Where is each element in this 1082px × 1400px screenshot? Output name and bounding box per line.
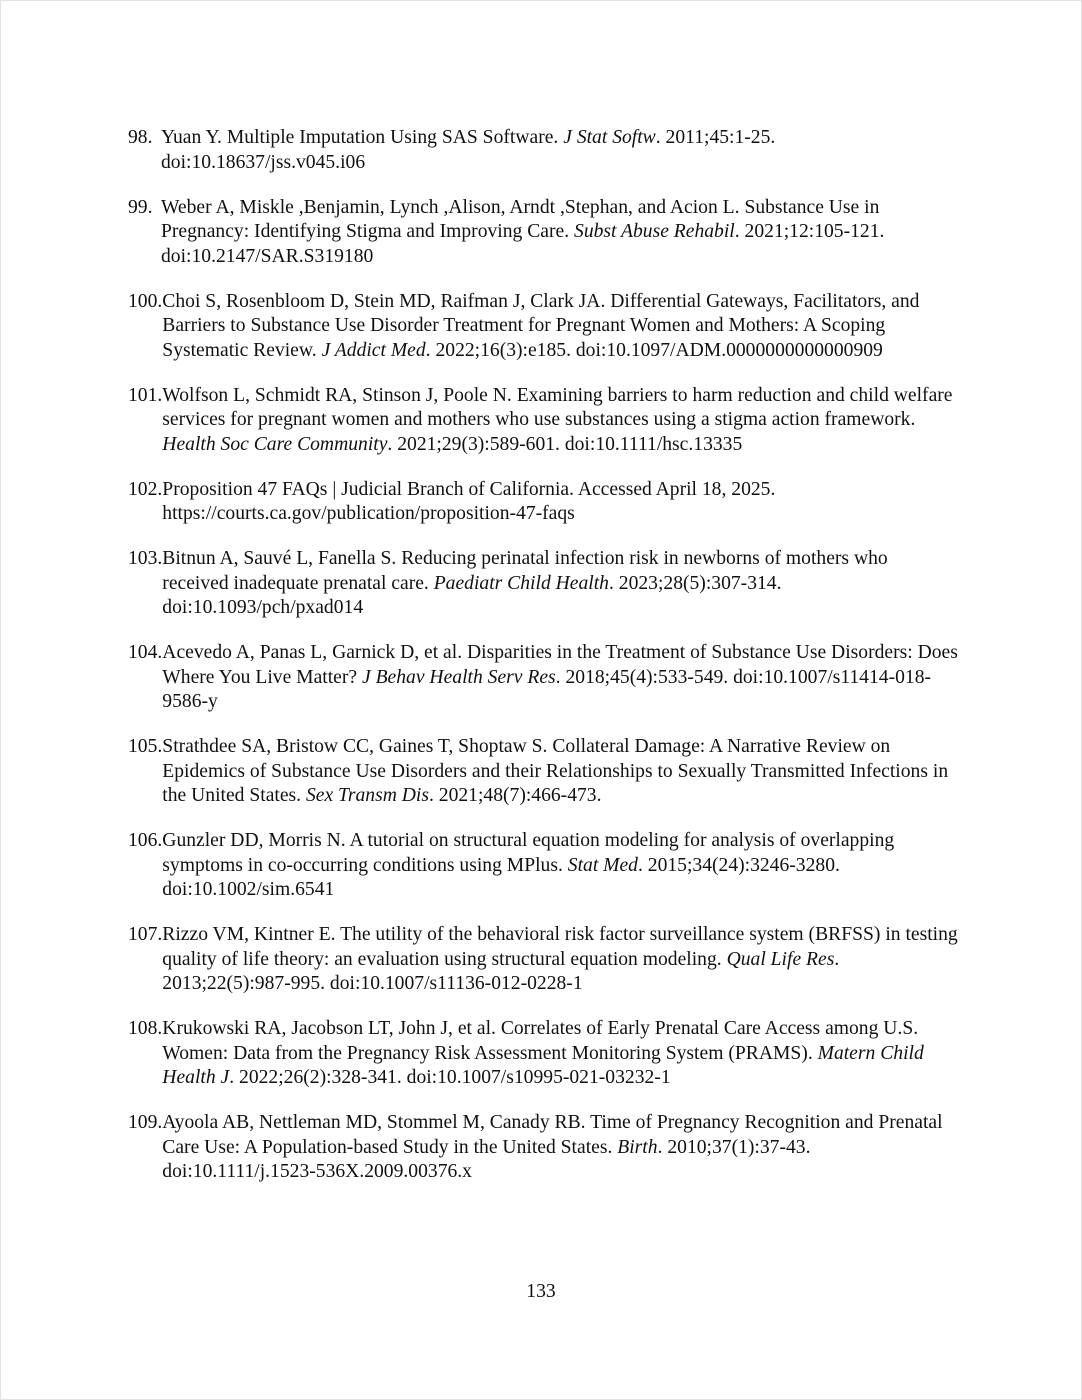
reference-number: 100. [128,290,163,312]
reference-details: . 2021;29(3):589-601. doi:10.1111/hsc.13335 [387,433,743,455]
reference-number: 98. [128,127,153,148]
reference-text [162,923,958,997]
page-number: 133 [526,1281,556,1302]
journal-title: Matern Child Health J [162,1042,924,1088]
journal-title: Sex Transm Dis [305,785,429,806]
reference-body: Strathdee SA, Bristow CC, Gaines T, Shoptaw S. Collateral Damage: A Narrative Review on Epidemics of Substance Use Disorders and their Relationships to Sexually Transmitted Infections in the United States. [162,736,949,806]
reference-details: . 2013;22(5):987-995. doi:10.1007/s11136-012-0228-1 [162,948,840,994]
journal-title: J Stat Softw [563,127,656,148]
reference-body: Proposition 47 FAQs | Judicial Branch of California. Accessed April 18, 2025. https://courts.ca.gov/publication/proposition-47-faqs [162,478,776,524]
reference-details: . 2010;37(1):37-43. doi:10.1111/j.1523-536X.2009.00376.x [162,1136,811,1182]
reference-details: . 2021;12:105-121. doi:10.2147/SAR.S319180 [161,221,885,267]
reference-text [162,290,958,364]
reference-details: . 2015;34(24):3246-3280. doi:10.1002/sim.6541 [162,854,840,900]
reference-item [128,923,958,997]
reference-body: Ayoola AB, Nettleman MD, Stommel M, Canady RB. Time of Pregnancy Recognition and Prenatal Care Use: A Population-based Study in the United States. [162,1112,943,1158]
reference-body: Acevedo A, Panas L, Garnick D, et al. Disparities in the Treatment of Substance Use Disorders: Does Where You Live Matter? [162,642,958,688]
reference-body: Krukowski RA, Jacobson LT, John J, et al. Correlates of Early Prenatal Care Access among U.S. Women: Data from the Pregnancy Risk Assessment Monitoring System (PRAMS). [162,1018,919,1064]
reference-item [128,290,958,364]
reference-details: . 2011;45:1-25. doi:10.18637/jss.v045.i06 [161,127,776,173]
reference-body: Rizzo VM, Kintner E. The utility of the behavioral risk factor surveillance system (BRFSS) in testing quality of life theory: an evaluation using structural equation modeling. [162,924,958,970]
reference-body: Choi S, Rosenbloom D, Stein MD, Raifman J, Clark JA. Differential Gateways, Facilitators, and Barriers to Substance Use Disorder Treatment for Pregnant Women and Mothers: A Scoping Systematic Review. [162,290,920,361]
reference-text [162,1017,958,1091]
reference-body: Yuan Y. Multiple Imputation Using SAS Software. [161,127,564,148]
reference-number: 109. [128,1112,163,1133]
journal-title: Birth [617,1136,658,1158]
reference-item [128,126,958,175]
reference-details: . 2018;45(4):533-549. doi:10.1007/s11414-018-9586-y [162,666,932,712]
reference-body: Wolfson L, Schmidt RA, Stinson J, Poole N. Examining barriers to harm reduction and child welfare services for pregnant women and mothers who use substances using a stigma action framework. [162,384,953,430]
reference-details: . 2023;28(5):307-314. doi:10.1093/pch/pxad014 [162,572,782,618]
reference-item [128,735,958,809]
reference-text [162,735,958,809]
reference-number: 106. [128,830,163,851]
journal-title: J Behav Health Serv Res [361,666,556,688]
reference-text [162,384,958,458]
reference-item [128,641,958,715]
journal-title: Subst Abuse Rehabil [574,221,735,242]
reference-list [128,126,958,1205]
reference-item [128,1017,958,1091]
reference-body: Gunzler DD, Morris N. A tutorial on structural equation modeling for analysis of overlapping symptoms in co-occurring conditions using MPlus. [162,830,895,876]
reference-item [128,829,958,903]
reference-text [162,829,958,903]
journal-title: Paediatr Child Health [433,572,609,594]
reference-number: 103. [128,548,163,569]
journal-title: Health Soc Care Community [162,433,388,455]
reference-details: . 2021;48(7):466-473. [428,785,602,806]
reference-item [128,384,958,458]
reference-number: 107. [128,924,163,945]
reference-text [162,641,958,715]
reference-number: 105. [128,736,163,757]
reference-item [128,196,958,270]
reference-body: Bitnun A, Sauvé L, Fanella S. Reducing perinatal infection risk in newborns of mothers who received inadequate prenatal care. [162,548,888,594]
reference-text [162,1111,958,1185]
reference-number: 104. [128,642,163,663]
reference-item [128,478,958,527]
reference-item [128,547,958,621]
journal-title: Stat Med [567,854,638,876]
reference-text [161,126,958,175]
reference-number: 108. [128,1018,163,1039]
reference-body: Weber A, Miskle ,Benjamin, Lynch ,Alison, Arndt ,Stephan, and Acion L. Substance Use in Pregnancy: Identifying Stigma and Improving Care. [161,196,880,242]
journal-title: J Addict Med [321,339,426,361]
reference-text [162,547,958,621]
reference-number: 102. [128,478,163,500]
reference-number: 99. [128,196,153,218]
reference-text [161,196,958,270]
reference-text [162,478,958,527]
reference-details: . 2022;26(2):328-341. doi:10.1007/s10995-021-03232-1 [229,1067,671,1088]
reference-details: . 2022;16(3):e185. doi:10.1097/ADM.0000000000000909 [425,339,883,361]
reference-number: 101. [128,384,163,406]
journal-title: Qual Life Res [726,948,835,970]
reference-item [128,1111,958,1185]
